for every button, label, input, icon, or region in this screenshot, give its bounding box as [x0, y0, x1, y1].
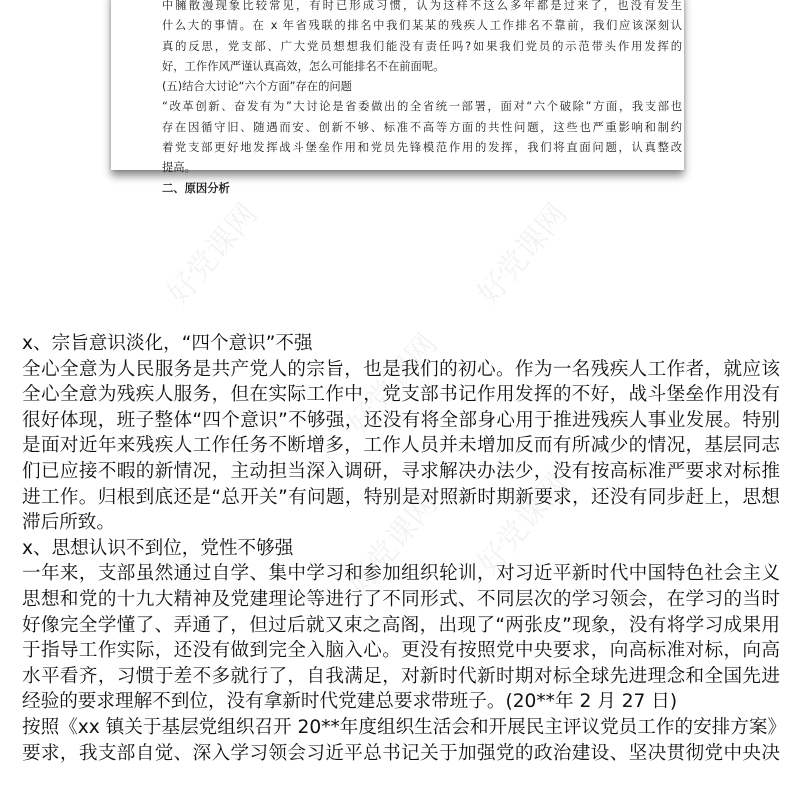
body-line: 思想和党的十九大精神及党建理论等进行了不同形式、不同层次的学习领会，在学习的当时	[22, 588, 780, 610]
document-page-preview	[111, 0, 684, 195]
preview-line: 什么大的事情。在 x 年省残联的排名中我们某某的残疾人工作排名不靠前，我们应该深刻认	[162, 19, 682, 33]
preview-line: 真的反思，党支部、广大党员想想我们能没有责任吗?如果我们党员的示范带头作用发挥的	[162, 39, 682, 53]
preview-line: 提高。	[162, 161, 196, 175]
watermark: 好党课网	[470, 467, 575, 582]
body-line: 于指导工作实际，还没有做到完全入脑入心。更没有按照党中央要求，向高标准对标，向高	[22, 640, 780, 662]
body-line: 很好体现，班子整体“四个意识”不够强，还没有将全部身心用于推进残疾人事业发展。特别	[22, 409, 780, 431]
watermark: 好党课网	[470, 197, 575, 312]
preview-line: 存在因循守旧、随遇而安、创新不够、标准不高等方面的共性问题，这些也严重影响和制约	[162, 120, 682, 134]
body-line: 是面对近年来残疾人工作任务不断增多，工作人员并未增加反而有所减少的情况，基层同志	[22, 435, 780, 457]
body-line: 经验的要求理解不到位，没有拿新时代党建总要求带班子。(20**年 2 月 27 日)	[22, 691, 678, 713]
body-line: 一年来，支部虽然通过自学、集中学习和参加组织轮训，对习近平新时代中国特色社会主义	[22, 563, 780, 585]
body-line: 全心全意为人民服务是共产党人的宗旨，也是我们的初心。作为一名残疾人工作者，就应该	[22, 358, 780, 380]
body-line: 水平看齐，习惯于差不多就行了，自我满足，对新时代新时期对标全球先进理念和全国先进	[22, 665, 780, 687]
body-line: 要求，我支部自觉、深入学习领会习近平总书记关于加强党的政治建设、坚决贯彻党中央决	[22, 742, 780, 764]
body-line: 好像完全学懂了、弄通了，但过后就又束之高阁，出现了“两张皮”现象，没有将学习成果用	[22, 614, 780, 636]
section-heading: x、宗旨意识淡化，“四个意识”不强	[22, 333, 313, 354]
preview-heading: (五)结合大讨论“六个方面”存在的问题	[162, 80, 352, 94]
section-heading: x、思想认识不到位，党性不够强	[22, 537, 294, 559]
preview-line: 好，工作作风严谨认真高效，怎么可能排名不在前面呢。	[162, 59, 445, 73]
document-body	[22, 331, 787, 766]
body-line: 全心全意为残疾人服务，但在实际工作中，党支部书记作用发挥的不好，战斗堡垒作用没有	[22, 384, 780, 406]
body-line: 们已应接不暇的新情况，主动担当深入调研，寻求解决办法少，没有按高标准严要求对标推	[22, 460, 780, 482]
preview-line: 中臃散漫现象比较常见，有时已形成习惯，认为这样不这么多年都是过来了，也没有发生	[162, 0, 682, 12]
preview-line: 着党支部更好地发挥战斗堡垒作用和党员先锋模范作用的发挥，我们将直面问题，认真整改	[162, 141, 682, 155]
watermark: 好党课网	[340, 487, 445, 602]
body-line: 滞后所致。	[22, 512, 115, 534]
preview-line: “改革创新、奋发有为”大讨论是省委做出的全省统一部署，面对“六个破除”方面，我支部也	[162, 100, 682, 114]
preview-section-heading: 二、原因分析	[162, 181, 230, 195]
body-line: 进工作。归根到底还是“总开关”有问题，特别是对照新时期新要求，还没有同步赶上，思想	[22, 486, 780, 508]
preview-text	[162, 0, 682, 199]
watermark: 好党课网	[160, 197, 265, 312]
body-line: 按照《xx 镇关于基层党组织召开 20**年度组织生活会和开展民主评议党员工作的安排方案》	[22, 716, 787, 738]
watermark: 好党课网	[340, 327, 445, 442]
